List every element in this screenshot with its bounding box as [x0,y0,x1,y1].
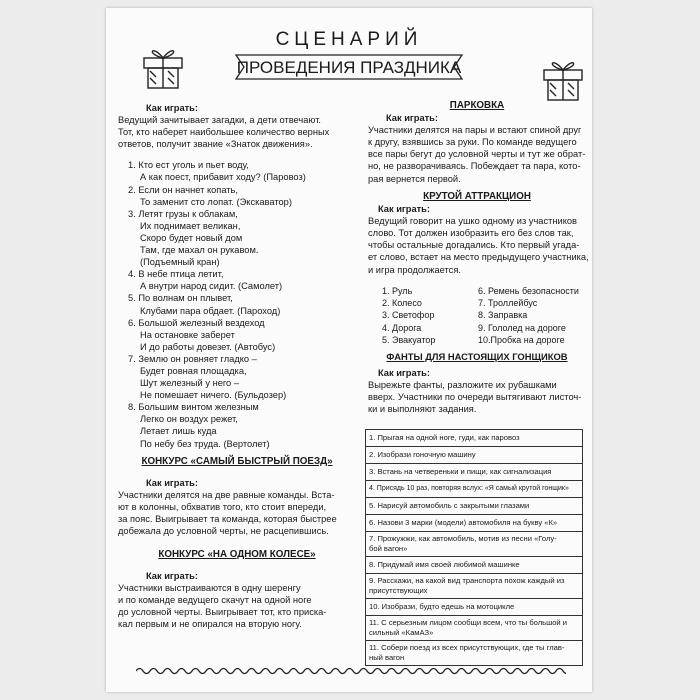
game-title: ФАНТЫ ДЛЯ НАСТОЯЩИХ ГОНЩИКОВ [386,351,568,362]
game-text-line: все пары бегут до условной черты и тут же обрат- [368,149,586,160]
fast-train-contest [118,456,356,538]
forfeit-text: 8. Придумай имя своей любимой машинке [369,560,520,569]
forfeit-text: присутствующих [369,586,428,595]
forfeit-row [366,464,583,481]
forfeit-row [366,447,583,464]
riddle-line: А как поест, прибавит ходу? (Паровоз) [140,172,306,183]
word-item: 3. Светофор [382,310,435,321]
game-text-line: к другу, взявшись за руки. По команде ведущего [368,137,577,148]
riddle-line: Там, где махал он рукавом. [140,245,259,256]
forfeit-text: 10. Изобрази, будто едешь на мотоцикле [369,602,515,611]
gift-right-icon [538,52,588,102]
forfeit-text: сильный «КамАЗ» [369,628,434,637]
contest-text-line: Участники делятся на две равные команды. Вста- [118,490,335,501]
one-wheel-contest [118,549,356,631]
riddle-line: Шут железный у него – [140,378,239,389]
game-title: ПАРКОВКА [449,100,505,111]
word-item: 9. Гололед на дороге [478,322,566,333]
riddle-line: 7. Землю он ровняет гладко – [128,353,257,364]
game-text-line: слово. Тот должен изобразить его без слов так, [368,228,574,239]
game-title: КРУТОЙ АТТРАКЦИОН [423,191,531,202]
game-text-line: и игра продолжается. [368,264,461,275]
how-to-play-label: Как играть: [146,571,198,582]
game-text-line: рая вернется первой. [368,173,461,184]
scenario-sheet [106,8,592,692]
riddle-line: По небу без труда. (Вертолет) [140,438,270,449]
word-item: 10.Пробка на дороге [478,334,565,345]
game-text-line: Вырежьте фанты, разложите их рубашками [368,380,557,391]
intro-line: Ведущий зачитывает загадки, а дети отвечают. [118,115,322,126]
game-text-line: вверх. Участники по очереди вытягивают листоч- [368,392,582,403]
game-text-line: но, не разворачиваясь. Побеждает та пара, кото- [368,161,581,172]
forfeit-text: 9. Расскажи, на какой вид транспорта похож каждый из [369,576,565,585]
riddle-line: Скоро будет новый дом [140,232,243,243]
word-item: 7. Троллейбус [478,298,538,309]
word-item: 4. Дорога [382,322,422,333]
riddle-line: 4. В небе птица летит, [128,269,224,280]
forfeit-text: ный вагон [369,653,405,662]
how-to-play-label: Как играть: [378,368,430,379]
game-text-line: Ведущий говорит на ушко одному из участников [368,216,577,227]
contest-text-line: добежала до условной черты, не расцепившись. [118,526,329,537]
forfeit-text: 1. Прыгая на одной ноге, гуди, как паровоз [369,433,520,442]
forfeits-table [365,429,583,666]
riddle-line: А внутри народ сидит. (Самолет) [140,281,283,292]
forfeit-text: 11. С серьезным лицом сообщи всем, что ты большой и [369,618,568,627]
word-item: 6. Ремень безопасности [478,286,579,296]
forfeit-row [366,599,583,616]
forfeit-row [366,430,583,447]
game-text-line: Участники делятся на пары и встают спиной друг [368,125,582,136]
forfeit-text: 4. Присядь 10 раз, повторяя вслух: «Я самый крутой гонщик» [369,485,569,492]
words-list-right [478,285,579,346]
word-item: 2. Колесо [382,298,422,309]
contest-text-line: Участники выстраиваются в одну шеренгу [118,583,301,594]
riddle-line: Летает лишь куда [140,426,217,437]
riddle-line: Их поднимает великан, [140,220,241,231]
riddle-line: 3. Летят грузы к облакам, [128,208,238,219]
riddles-section [118,102,356,450]
game-text-line: ки и выполняют задания. [368,404,477,415]
word-item: 5. Эвакуатор [382,334,436,345]
riddle-line: Не помешает ничего. (Бульдозер) [140,390,287,401]
forfeit-row [366,532,583,557]
intro-line: Тот, кто наберет наибольшее количество верных [118,127,330,138]
how-to-play-label: Как играть: [378,204,430,215]
forfeit-row [366,515,583,532]
how-to-play-label: Как играть: [146,103,198,113]
riddle-line: 2. Если он начнет копать, [128,184,238,195]
contest-title: КОНКУРС «САМЫЙ БЫСТРЫЙ ПОЕЗД» [141,456,333,467]
contest-text-line: до условной черты. Выигрывает тот, кто приска- [118,607,327,618]
contest-text-line: и по команде ведущего скачут на одной ноге [118,595,312,606]
intro-line: ответов, получит звание «Знаток движения». [118,139,313,150]
riddle-line: И до работы довезет. (Автобус) [140,341,276,352]
words-list-left [382,285,435,346]
contest-text-line: ют в колонны, обхватив того, кто стоит впереди, [118,502,327,513]
forfeit-row [366,498,583,515]
cool-attraction-game [368,191,589,276]
bottom-wave-divider [136,665,566,677]
riddle-line: Легко он воздух режет, [140,414,238,425]
parking-game [368,100,586,185]
word-item: 1. Руль [382,286,413,296]
contest-text-line: кал первым и не опирался на вторую ногу. [118,619,302,630]
forfeit-row [366,641,583,666]
word-item: 8. Заправка [478,310,528,321]
riddle-line: 1. Кто ест уголь и пьет воду, [128,160,249,171]
how-to-play-label: Как играть: [146,478,198,489]
forfeit-text: 3. Встань на четвереньки и пищи, как сигнализация [369,467,552,476]
forfeit-row [366,481,583,498]
riddle-line: Будет ровная площадка, [140,365,247,376]
forfeit-text: 7. Прожужжи, как автомобиль, мотив из песни «Голу- [369,534,557,543]
contest-text-line: за пояс. Выигрывает та команда, которая быстрее [118,514,337,525]
riddle-line: 5. По волнам он плывет, [128,293,233,304]
forfeit-text: 2. Изобрази гоночную машину [369,450,476,459]
game-text-line: чтобы остальные догадались. Кто первый угада- [368,240,580,251]
riddle-line: 6. Большой железный вездеход [128,317,265,328]
forfeit-text: 11. Собери поезд из всех присутствующих, где ты глав- [369,643,565,652]
page-title: СЦЕНАРИЙ [275,29,423,50]
forfeit-text: 5. Нарисуй автомобиль с закрытыми глазами [369,501,530,510]
forfeits-section [368,351,586,415]
page-subtitle: ПРОВЕДЕНИЯ ПРАЗДНИКА [236,58,462,77]
contest-title: КОНКУРС «НА ОДНОМ КОЛЕСЕ» [158,549,316,560]
forfeit-row [366,574,583,599]
riddle-line: То заменит сто лопат. (Экскаватор) [140,196,292,207]
game-text-line: ет слово, встает на место предыдущего участника, [368,252,589,263]
forfeit-text: бой вагон» [369,544,408,553]
riddle-line: На остановке заберет [140,329,235,340]
forfeit-row [366,557,583,574]
riddle-line: 8. Большим винтом железным [128,402,259,413]
how-to-play-label: Как играть: [386,113,438,124]
riddle-line: Клубами пара обдает. (Пароход) [140,305,281,316]
riddle-line: (Подъемный кран) [140,257,220,268]
forfeit-row [366,616,583,641]
forfeit-text: 6. Назови 3 марки (модели) автомобиля на букву «К» [369,518,558,527]
